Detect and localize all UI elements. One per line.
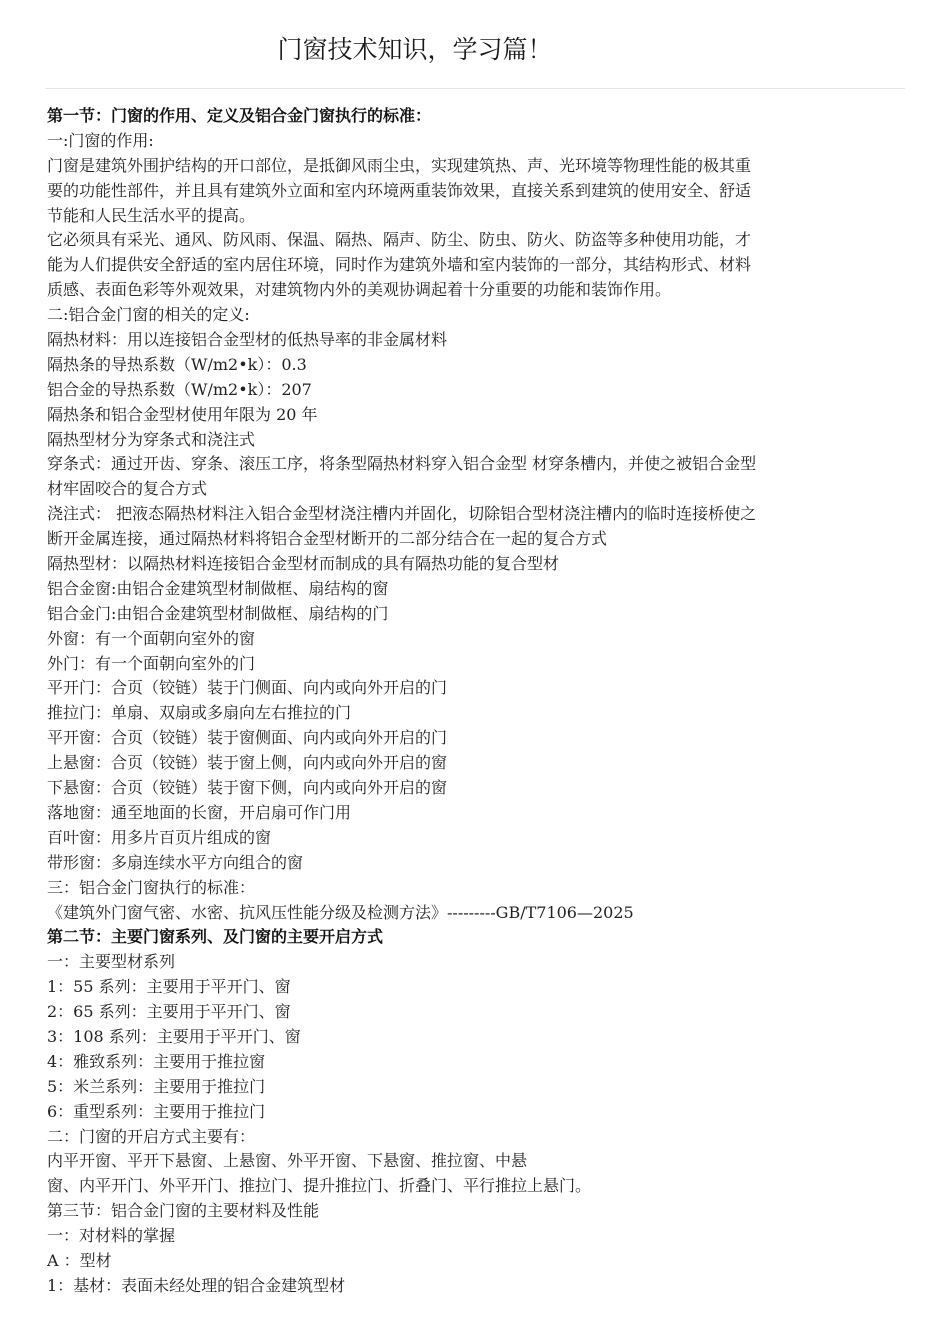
text-line: 隔热材料：用以连接铝合金型材的低热导率的非金属材料 (47, 330, 448, 350)
text-line: 《建筑外门窗气密、水密、抗风压性能分级及检测方法》---------GB/T7106—2025 (47, 902, 634, 922)
text-line: 外门：有一个面朝向室外的门 (47, 653, 256, 673)
text-line: 隔热型材：以隔热材料连接铝合金型材而制成的具有隔热功能的复合型材 (47, 554, 560, 574)
text-line: 1：55 系列：主要用于平开门、窗 (47, 977, 291, 997)
text-line: 平开窗：合页（铰链）装于窗侧面、向内或向外开启的门 (47, 728, 448, 748)
text-line: 一：主要型材系列 (47, 952, 176, 972)
text-line: 隔热条的导热系数（W/m2•k）：0.3 (47, 354, 307, 374)
text-line: 三：铝合金门窗执行的标准： (47, 877, 256, 897)
text-line: 6：重型系列：主要用于推拉门 (47, 1101, 266, 1121)
text-line: 要的功能性部件，并且具有建筑外立面和室内环境两重装饰效果，直接关系到建筑的使用安全、舒适 (47, 180, 752, 200)
text-line: 材牢固咬合的复合方式 (47, 479, 208, 499)
text-line: 第三节：铝合金门窗的主要材料及性能 (47, 1201, 320, 1221)
text-line: 断开金属连接，通过隔热材料将铝合金型材断开的二部分结合在一起的复合方式 (47, 529, 608, 549)
text-line: 带形窗：多扇连续水平方向组合的窗 (47, 852, 304, 872)
text-line: 铝合金窗:由铝合金建筑型材制做框、扇结构的窗 (47, 578, 389, 598)
text-line: 质感、表面色彩等外观效果，对建筑物内外的美观协调起着十分重要的功能和装饰作用。 (47, 280, 672, 300)
text-line: 二:铝合金门窗的相关的定义: (47, 305, 250, 325)
text-line: 内平开窗、平开下悬窗、上悬窗、外平开窗、下悬窗、推拉窗、中悬 (47, 1151, 528, 1171)
text-line: 上悬窗：合页（铰链）装于窗上侧，向内或向外开启的窗 (47, 753, 448, 773)
text-line: 百叶窗：用多片百页片组成的窗 (47, 827, 272, 847)
text-line: 它必须具有采光、通风、防风雨、保温、隔热、隔声、防尘、防虫、防火、防盗等多种使用功能，才 (47, 230, 752, 250)
document-title: 门窗技术知识，学习篇！ (277, 35, 553, 64)
text-line: 3：108 系列：主要用于平开门、窗 (47, 1026, 301, 1046)
text-line: 浇注式： 把液态隔热材料注入铝合金型材浇注槽内并固化，切除铝合型材浇注槽内的临时连接桥使之 (47, 504, 757, 524)
text-line: 外窗：有一个面朝向室外的窗 (47, 628, 256, 648)
text-line: 一:门窗的作用: (47, 130, 154, 150)
section-heading: 第二节：主要门窗系列、及门窗的主要开启方式 (47, 927, 384, 947)
text-line: 隔热条和铝合金型材使用年限为 20 年 (47, 404, 318, 424)
text-line: 穿条式：通过开齿、穿条、滚压工序，将条型隔热材料穿入铝合金型 材穿条槽内，并使之被铝合金型 (47, 454, 757, 474)
text-line: 能为人们提供安全舒适的室内居住环境，同时作为建筑外墙和室内装饰的一部分，其结构形式、材料 (47, 255, 752, 275)
document-body (47, 104, 907, 1299)
text-line: 窗、内平开门、外平开门、推拉门、提升推拉门、折叠门、平行推拉上悬门。 (47, 1176, 592, 1196)
text-line: 下悬窗：合页（铰链）装于窗下侧，向内或向外开启的窗 (47, 778, 448, 798)
text-line: 隔热型材分为穿条式和浇注式 (47, 429, 256, 449)
section-heading: 第一节：门窗的作用、定义及铝合金门窗执行的标准： (47, 106, 432, 125)
text-line: 1：基材：表面未经处理的铝合金建筑型材 (47, 1275, 346, 1295)
text-line: 门窗是建筑外围护结构的开口部位，是抵御风雨尘虫，实现建筑热、声、光环境等物理性能的极其重 (47, 155, 752, 175)
title-divider (45, 88, 905, 89)
text-line: 铝合金门:由铝合金建筑型材制做框、扇结构的门 (47, 603, 389, 623)
text-line: 二：门窗的开启方式主要有： (47, 1126, 256, 1146)
text-line: 4：雅致系列：主要用于推拉窗 (47, 1051, 266, 1071)
text-line: 节能和人民生活水平的提高。 (47, 205, 256, 225)
text-line: 铝合金的导热系数（W/m2•k）：207 (47, 379, 312, 399)
text-line: 2：65 系列：主要用于平开门、窗 (47, 1002, 291, 1022)
text-line: 推拉门：单扇、双扇或多扇向左右推拉的门 (47, 703, 352, 723)
text-line: 一：对材料的掌握 (47, 1226, 176, 1246)
text-line: A ：型材 (47, 1250, 112, 1270)
text-line: 平开门：合页（铰链）装于门侧面、向内或向外开启的门 (47, 678, 448, 698)
text-line: 落地窗：通至地面的长窗，开启扇可作门用 (47, 802, 352, 822)
text-line: 5：米兰系列：主要用于推拉门 (47, 1076, 266, 1096)
